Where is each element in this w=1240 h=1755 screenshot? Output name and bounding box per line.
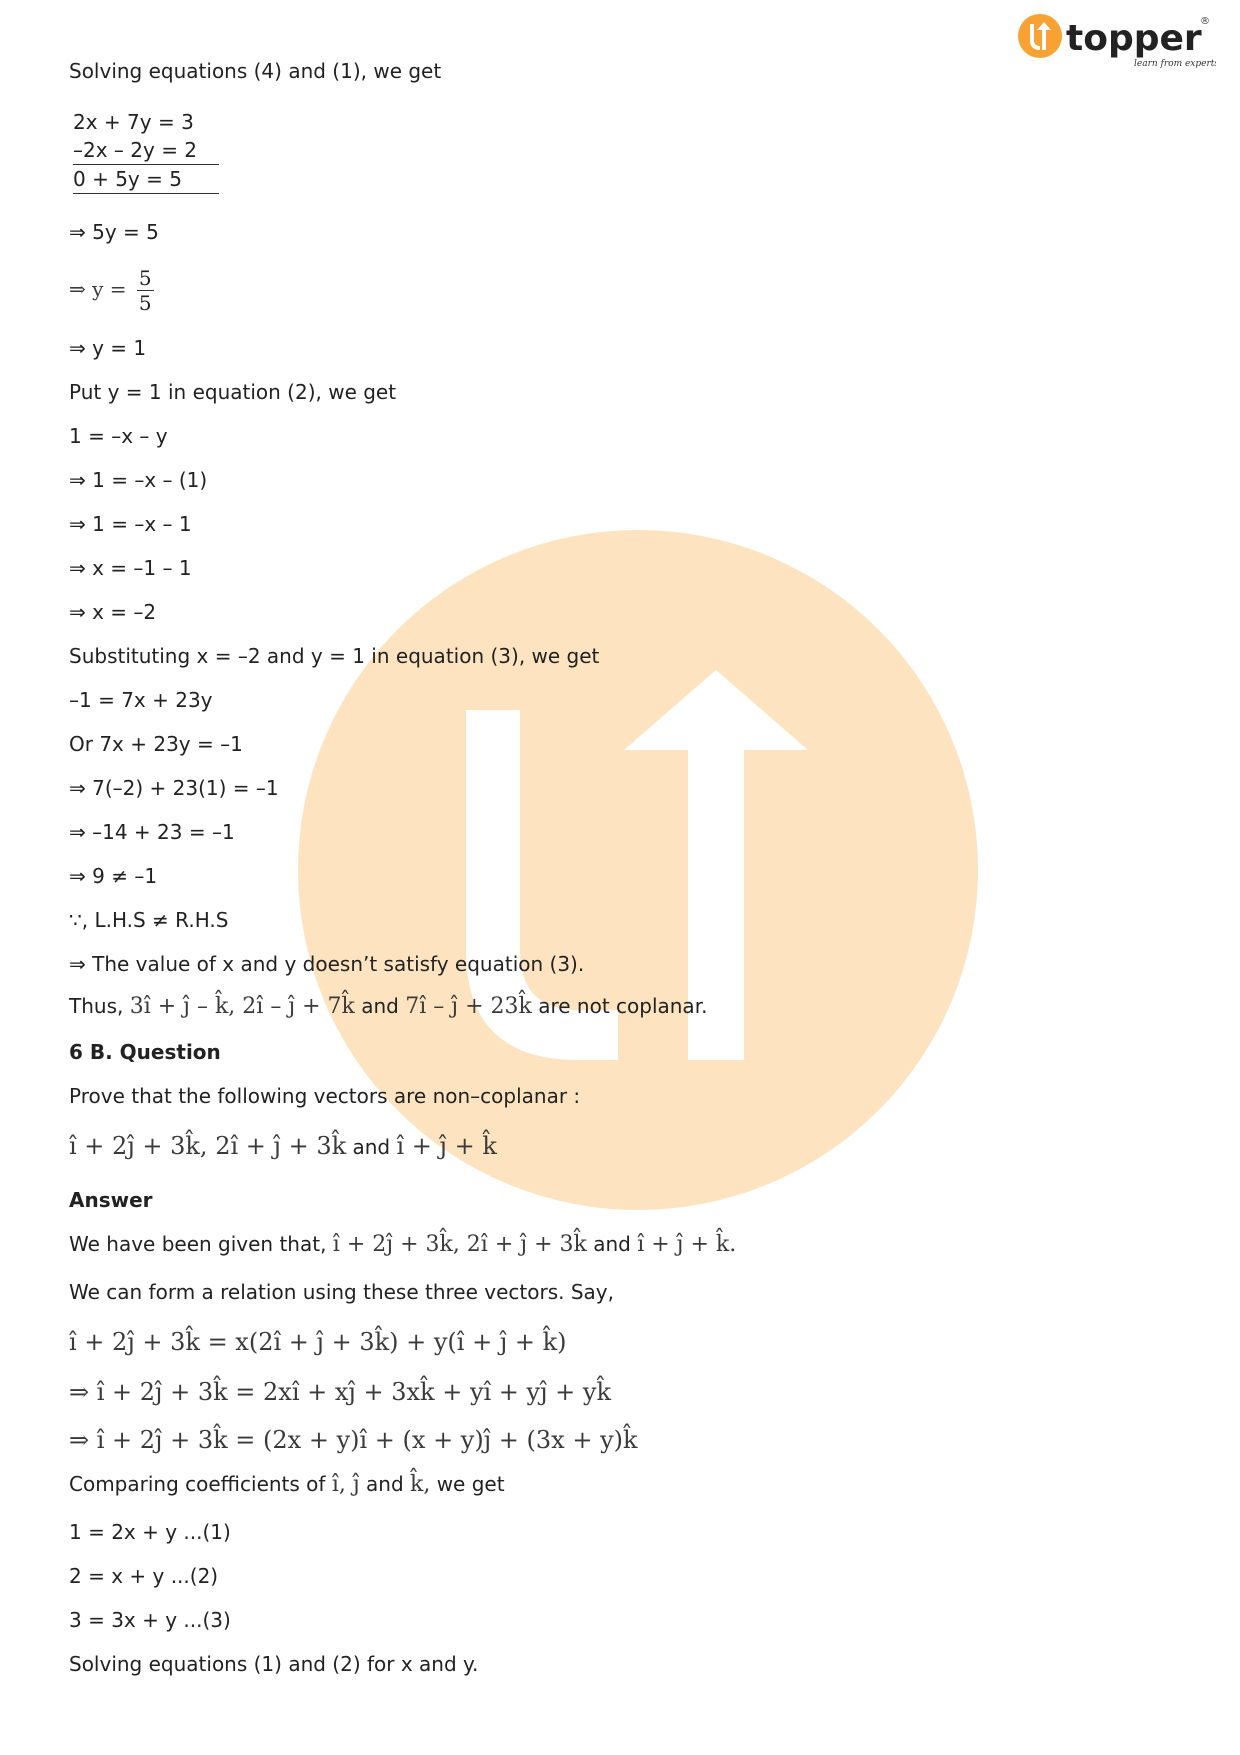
equation-row: 2x + 7y = 3	[73, 110, 194, 134]
answer-line	[69, 1234, 736, 1256]
text-line: ⇒ 5y = 5	[69, 220, 159, 244]
text-line: 1 = 2x + y ...(1)	[69, 1520, 231, 1544]
fraction	[137, 266, 154, 315]
bottom-rule	[73, 193, 219, 194]
vector-expression: î + ĵ + k̂.	[637, 1232, 737, 1257]
text-line: Solving equations (4) and (1), we get	[69, 59, 442, 83]
text-fragment: are not coplanar.	[538, 994, 708, 1018]
svg-text:topper: topper	[1066, 18, 1202, 59]
equation-line: ⇒ î + 2ĵ + 3k̂ = 2xî + xĵ + 3xk̂ + yî + yĵ + yk̂	[69, 1378, 612, 1406]
vector-expression: î + 2ĵ + 3k̂, 2î + ĵ + 3k̂	[69, 1132, 347, 1160]
text-line: ⇒ y = 1	[69, 336, 147, 360]
vector-expression: k̂,	[410, 1472, 431, 1497]
equation-line: ⇒ î + 2ĵ + 3k̂ = (2x + y)î + (x + y)ĵ + (3x + y)k̂	[69, 1426, 638, 1454]
question-text: Prove that the following vectors are non–coplanar :	[69, 1084, 581, 1108]
text-fragment: we get	[436, 1472, 505, 1496]
text-line: Put y = 1 in equation (2), we get	[69, 380, 397, 404]
text-line: Solving equations (1) and (2) for x and y.	[69, 1652, 479, 1676]
vector-expression: 3î + ĵ – k̂, 2î – ĵ + 7k̂	[129, 994, 355, 1019]
text-line: –1 = 7x + 23y	[69, 688, 213, 712]
text-line: 1 = –x – y	[69, 424, 168, 448]
text-fragment: and	[593, 1232, 631, 1256]
comparison-line	[69, 1474, 505, 1496]
text-fragment: and	[366, 1472, 404, 1496]
text-line: ⇒ 9 ≠ –1	[69, 864, 158, 888]
question-heading: 6 B. Question	[69, 1040, 221, 1064]
text-line: ⇒ x = –2	[69, 600, 157, 624]
vector-expression: 7î – ĵ + 23k̂	[405, 994, 532, 1019]
text-line: ⇒ –14 + 23 = –1	[69, 820, 235, 844]
topper-logo	[1016, 10, 1216, 74]
svg-text:®: ®	[1200, 16, 1210, 27]
equation-line: î + 2ĵ + 3k̂ = x(2î + ĵ + 3k̂) + y(î + ĵ + k̂)	[69, 1328, 567, 1356]
text-line: We can form a relation using these three vectors. Say,	[69, 1280, 614, 1304]
text-fragment: Comparing coefficients of	[69, 1472, 326, 1496]
text-line: 3 = 3x + y ...(3)	[69, 1608, 231, 1632]
text-line: Or 7x + 23y = –1	[69, 732, 243, 756]
equation-row-sum: 0 + 5y = 5	[73, 167, 182, 191]
svg-text:learn from experts: learn from experts	[1134, 59, 1216, 69]
topper-watermark-icon	[298, 530, 978, 1210]
topper-logo-icon	[1016, 10, 1216, 74]
text-fragment: and	[361, 994, 399, 1018]
question-vectors	[69, 1134, 497, 1158]
fraction-denominator: 5	[138, 291, 152, 315]
answer-heading: Answer	[69, 1188, 153, 1212]
text-line: Substituting x = –2 and y = 1 in equation (3), we get	[69, 644, 600, 668]
text-line: 2 = x + y ...(2)	[69, 1564, 219, 1588]
text-line: ∵, L.H.S ≠ R.H.S	[69, 908, 229, 932]
text-line: ⇒ 7(–2) + 23(1) = –1	[69, 776, 279, 800]
fraction-prefix: ⇒ y =	[69, 277, 127, 301]
equation-row: –2x – 2y = 2	[73, 138, 198, 162]
text-fragment: We have been given that,	[69, 1232, 327, 1256]
text-line: ⇒ 1 = –x – 1	[69, 512, 192, 536]
text-line: ⇒ The value of x and y doesn’t satisfy equation (3).	[69, 952, 585, 976]
vector-expression: î, ĵ	[331, 1472, 360, 1497]
text-line: ⇒ x = –1 – 1	[69, 556, 192, 580]
text-fragment: Thus,	[69, 994, 124, 1018]
fraction-numerator: 5	[138, 266, 152, 290]
text-fragment: and	[352, 1135, 391, 1159]
fraction-line	[69, 266, 154, 315]
text-line: ⇒ 1 = –x – (1)	[69, 468, 208, 492]
equation-system	[73, 108, 219, 194]
vector-expression: î + ĵ + k̂	[396, 1132, 497, 1160]
vector-expression: î + 2ĵ + 3k̂, 2î + ĵ + 3k̂	[332, 1232, 587, 1257]
conclusion-line	[69, 996, 707, 1018]
